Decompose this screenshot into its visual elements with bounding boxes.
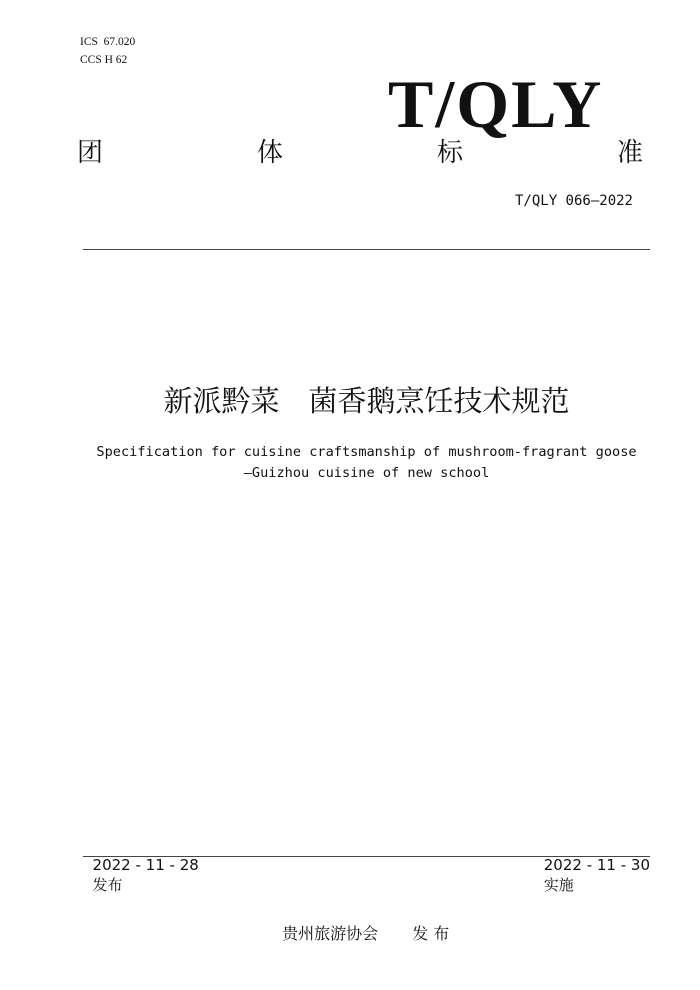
standard-type-char-2: 体 <box>256 138 283 168</box>
issue-label: 发布 <box>92 876 123 894</box>
publisher-name: 贵州旅游协会 <box>282 924 379 943</box>
standard-brand-code: T/QLY <box>388 66 604 142</box>
implementation-label: 实施 <box>543 876 574 894</box>
standard-type-char-3: 标 <box>436 138 463 168</box>
top-divider <box>83 249 650 250</box>
publisher-line <box>272 904 449 944</box>
title-chinese: 新派黔菜 菌香鹅烹饪技术规范 <box>163 384 570 418</box>
standard-number: T/QLY 066—2022 <box>514 193 633 209</box>
issue-date: 2022 - 11 - 28 <box>92 856 199 874</box>
standard-type-char-4: 准 <box>616 138 643 168</box>
ics-code: ICS 67.020 <box>80 36 136 48</box>
title-english-line-1: Specification for cuisine craftsmanship of mushroom-fragrant goose <box>96 444 637 460</box>
ccs-code: CCS H 62 <box>80 54 128 66</box>
implementation-date-line <box>534 835 650 895</box>
issue-date-line <box>83 835 199 895</box>
bottom-divider <box>83 856 650 857</box>
title-english-line-2: —Guizhou cuisine of new school <box>243 465 490 481</box>
publisher-action: 发 布 <box>412 924 450 943</box>
implementation-date: 2022 - 11 - 30 <box>543 856 650 874</box>
standard-type-char-1: 团 <box>76 138 103 168</box>
